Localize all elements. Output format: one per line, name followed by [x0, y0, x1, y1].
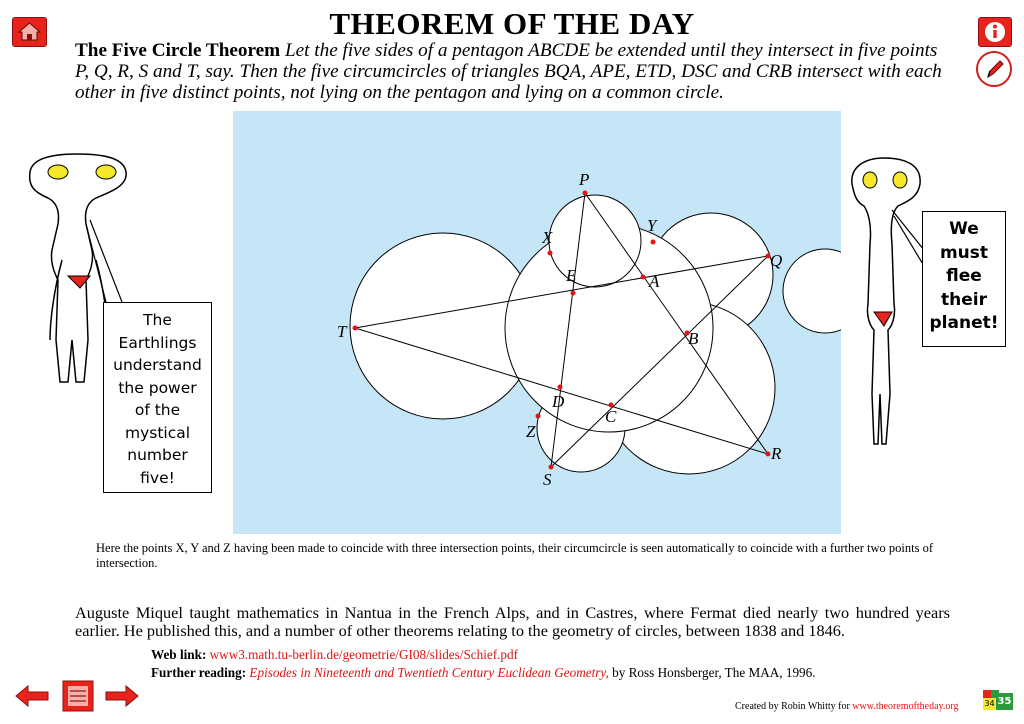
bubble-line: planet! — [929, 313, 999, 333]
page-title: THEOREM OF THE DAY — [329, 6, 695, 41]
theorem-statement — [75, 40, 955, 103]
further-reading-label: Further reading: — [151, 665, 247, 680]
label-Q: Q — [770, 251, 783, 270]
bubble-line: number — [127, 446, 188, 464]
label-Z: Z — [526, 422, 536, 441]
label-Y: Y — [647, 216, 657, 235]
theorem-text: Let the five sides of a pentagon ABCDE be extended until they intersect in five points P, Q, R, S and T, say. Then the five circumcircles of triangles BQA, APE, ETD, DSC and CRB intersect with each other in five distinct points, not lying on the pentagon and lying on a common circle. — [75, 40, 942, 103]
page-number-right: 35 — [996, 693, 1013, 710]
circle-APE — [783, 249, 841, 333]
credit-prefix: Created by Robin Whitty for — [735, 701, 850, 712]
label-X: X — [542, 228, 553, 247]
label-C: C — [605, 407, 617, 426]
circle-APE-main — [549, 195, 641, 287]
label-P: P — [579, 170, 590, 189]
history-paragraph: Auguste Miquel taught mathematics in Nantua in the French Alps, and in Castres, where Fermat died nearly two hundred years earlier. He published this, and a number of other theorems relating to the geometry of circles, between 1838 and 1846. — [75, 603, 950, 640]
five-circle-diagram — [233, 111, 841, 534]
label-S: S — [543, 470, 552, 489]
bubble-line: The — [143, 311, 172, 329]
web-link-label: Web link: — [151, 647, 207, 662]
bubble-line: mystical — [124, 423, 191, 442]
label-R: R — [771, 444, 782, 463]
bubble-line: understand — [113, 356, 202, 374]
bubble-line: five! — [140, 468, 175, 487]
further-reading-details: by Ross Honsberger, The MAA, 1996. — [612, 665, 816, 680]
back-arrow-icon[interactable] — [14, 684, 50, 708]
figure-caption: Here the points X, Y and Z having been made to coincide with three intersection points, their circumcircle is seen automatically to coincide with a further two points of intersection. — [96, 541, 934, 570]
pencil-icon — [978, 53, 1010, 85]
index-icon[interactable] — [62, 680, 94, 712]
label-B: B — [688, 329, 699, 348]
forward-arrow-icon[interactable] — [104, 684, 140, 708]
bubble-line: flee — [946, 266, 982, 286]
left-speech-bubble — [103, 302, 212, 493]
right-speech-bubble — [922, 211, 1006, 347]
bubble-line: Earthlings — [118, 333, 197, 352]
page-number-badge — [983, 690, 1013, 712]
bubble-line: of the — [134, 401, 181, 419]
bubble-line: the power — [118, 378, 197, 397]
label-A: A — [649, 272, 660, 291]
bubble-line: their — [941, 289, 987, 310]
web-link[interactable]: www3.math.tu-berlin.de/geometrie/GI08/slides/Schief.pdf — [209, 647, 519, 662]
label-E: E — [566, 266, 577, 285]
label-D: D — [552, 392, 565, 411]
references — [151, 646, 816, 682]
bubble-line: must — [939, 242, 989, 263]
right-alien-illustration — [852, 158, 920, 444]
page-number-left: 34 — [984, 699, 995, 708]
credit-line — [735, 701, 959, 712]
bubble-line: We — [949, 219, 979, 239]
label-T: T — [337, 322, 347, 341]
theorem-name: The Five Circle Theorem — [75, 40, 281, 61]
edit-button[interactable] — [976, 51, 1012, 87]
credit-site-link[interactable]: www.theoremoftheday.org — [852, 701, 959, 712]
further-reading-title[interactable]: Episodes in Nineteenth and Twentieth Century Euclidean Geometry, — [249, 665, 609, 680]
